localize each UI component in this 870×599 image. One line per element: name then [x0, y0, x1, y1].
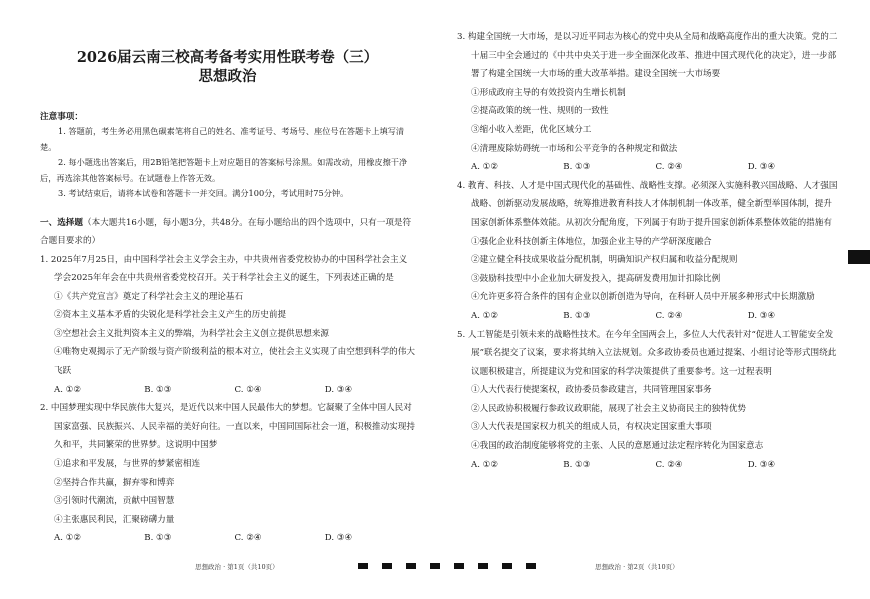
- question-option: ①形成政府主导的有效投资内生增长机制: [471, 87, 626, 98]
- notice-item: 2. 每小题选出答案后，用2B铅笔把答题卡上对应题目的答案标号涂黑。如需改动，用橡皮擦干净后，再选涂其他答案标号。在试题卷上作答无效。: [40, 157, 408, 183]
- choice-d: D. ③④: [747, 162, 776, 173]
- question-option: ①追求和平发展，与世界的梦紧密相连: [54, 459, 201, 470]
- choice-a: A. ①②: [471, 310, 499, 321]
- question-option: ②坚持合作共赢，摒弃零和博弈: [54, 477, 175, 488]
- question-stem: 4. 教育、科技、人才是中国式现代化的基础性、战略性支撑。必须深入实施科教兴国战略、人才强国战略、创新驱动发展战略，统筹推进教育科技人才体制机制一体改革，健全新型举国体制，提升国家创新体系整体效能。从初次分配角度，下列属于有助于提升国家创新体系整体效能的措施有: [457, 180, 838, 228]
- footer-page-number-left: 思想政治 · 第1页（共10页）: [195, 563, 279, 571]
- question-option: ③空想社会主义批判资本主义的弊端，为科学社会主义创立提供思想来源: [54, 328, 330, 339]
- section-desc: （本大题共16小题，每小题3分，共48分。在每小题给出的四个选项中，只有一项是符合题目要求的）: [40, 217, 412, 246]
- registration-mark: [478, 563, 488, 569]
- question-option: ①人大代表行使提案权，政协委员参政建言，共同管理国家事务: [471, 385, 712, 396]
- question-2: [40, 399, 415, 548]
- choice-d: D. ③④: [324, 533, 353, 544]
- answer-choices: [457, 158, 840, 177]
- registration-mark: [358, 563, 368, 569]
- choice-d: D. ③④: [747, 310, 776, 321]
- registration-mark: [406, 563, 416, 569]
- question-option: ③鼓励科技型中小企业加大研发投入，提高研发费用加计扣除比例: [471, 273, 721, 284]
- question-stem: 1. 2025年7月25日，由中国科学社会主义学会主办，中共贵州省委党校协办的中国科学社会主义学会2025年年会在中共贵州省委党校召开。关于科学社会主义的诞生，下列表述正确的是: [40, 254, 408, 284]
- registration-mark: [454, 563, 464, 569]
- question-option: ③缩小收入差距，优化区域分工: [471, 124, 592, 135]
- registration-mark: [502, 563, 512, 569]
- choice-a: A. ①②: [471, 162, 499, 173]
- side-registration-mark: [848, 250, 870, 264]
- question-option: ②提高政策的统一性、规则的一致性: [471, 106, 609, 117]
- section-header: [40, 214, 415, 251]
- choice-a: A. ①②: [471, 459, 499, 470]
- question-1: [40, 251, 415, 400]
- question-option: ②人民政协积极履行参政议政职能，展现了社会主义协商民主的独特优势: [471, 403, 747, 414]
- answer-choices: [40, 529, 415, 548]
- choice-b: B. ①③: [563, 459, 591, 470]
- question-option: ④唯物史观揭示了无产阶级与资产阶级利益的根本对立，使社会主义实现了由空想到科学的伟大飞跃: [54, 347, 415, 377]
- notice-item: 3. 考试结束后，请将本试卷和答题卡一并交回。满分100分，考试用时75分钟。: [58, 188, 349, 198]
- registration-mark: [382, 563, 392, 569]
- question-option: ④允许更多符合条件的国有企业以创新创造为导向，在科研人员中开展多种形式中长期激励: [471, 292, 815, 303]
- question-option: ①强化企业科技创新主体地位，加强企业主导的产学研深度融合: [471, 236, 712, 247]
- registration-mark: [526, 563, 536, 569]
- choice-d: D. ③④: [324, 384, 353, 395]
- choice-d: D. ③④: [747, 459, 776, 470]
- choice-b: B. ①③: [563, 310, 591, 321]
- choice-c: C. ①④: [234, 384, 262, 395]
- choice-a: A. ①②: [54, 384, 82, 395]
- question-option: ①《共产党宣言》奠定了科学社会主义的理论基石: [54, 291, 244, 302]
- question-option: ②资本主义基本矛盾的尖锐化是科学社会主义产生的历史前提: [54, 310, 287, 321]
- answer-choices: [40, 381, 415, 400]
- choice-c: C. ②④: [234, 533, 262, 544]
- question-option: ④我国的政治制度能够将党的主张、人民的意愿通过法定程序转化为国家意志: [471, 441, 764, 452]
- choice-b: B. ①③: [563, 162, 591, 173]
- question-option: ④主张惠民利民，汇聚磅礴力量: [54, 514, 175, 525]
- question-option: ③人大代表是国家权力机关的组成人员，有权决定国家重大事项: [471, 422, 712, 433]
- choice-b: B. ①③: [144, 384, 172, 395]
- question-option: ②建立健全科技成果收益分配机制，明确知识产权归属和收益分配规则: [471, 255, 738, 266]
- question-4: [457, 177, 840, 326]
- footer-page-number-right: 思想政治 · 第2页（共10页）: [595, 563, 679, 571]
- registration-mark: [430, 563, 440, 569]
- page-right: [435, 0, 870, 599]
- question-3: [457, 28, 840, 177]
- notice-item: 1. 答题前，考生务必用黑色碳素笔将自己的姓名、准考证号、考场号、座位号在答题卡上填写清楚。: [40, 126, 405, 152]
- answer-choices: [457, 456, 840, 475]
- choice-c: C. ②④: [655, 459, 683, 470]
- registration-marks: [358, 563, 536, 569]
- question-stem: 5. 人工智能是引领未来的战略性技术。在今年全国两会上，多位人大代表针对“促进人工智能安全发展”联名提交了议案，要求将其纳入立法规划。众多政协委员也通过提案、小组讨论等形式围绕此议题积极建言，所提建议为党和国家的科学决策提供了重要参考。这一过程表明: [457, 329, 837, 377]
- choice-c: C. ②④: [655, 310, 683, 321]
- question-5: [457, 326, 840, 475]
- notice-heading: 注意事项：: [40, 112, 83, 122]
- answer-choices: [457, 307, 840, 326]
- exam-title: 2026届云南三校高考备考实用性联考卷（三）: [76, 49, 379, 66]
- choice-a: A. ①②: [54, 533, 82, 544]
- choice-b: B. ①③: [144, 533, 172, 544]
- section-label: 一、选择题: [40, 217, 83, 228]
- subject-title: 思想政治: [198, 68, 257, 85]
- question-option: ④清理废除妨碍统一市场和公平竞争的各种规定和做法: [471, 143, 678, 154]
- question-stem: 2. 中国梦理实现中华民族伟大复兴，是近代以来中国人民最伟大的梦想。它凝聚了全体中国人民对国家富强、民族振兴、人民幸福的美好向往。一直以来，中国同国际社会一道，积极推动实现持久和平，共同繁荣的世界梦。这说明中国梦: [40, 403, 415, 451]
- question-option: ③引领时代潮流，贡献中国智慧: [54, 496, 175, 507]
- choice-c: C. ②④: [655, 162, 683, 173]
- question-stem: 3. 构建全国统一大市场，是以习近平同志为核心的党中央从全局和战略高度作出的重大决策。党的二十届三中全会通过的《中共中央关于进一步全面深化改革、推进中国式现代化的决定》，进一步部署了构建全国统一大市场的重大改革举措。建设全国统一大市场要: [457, 32, 838, 80]
